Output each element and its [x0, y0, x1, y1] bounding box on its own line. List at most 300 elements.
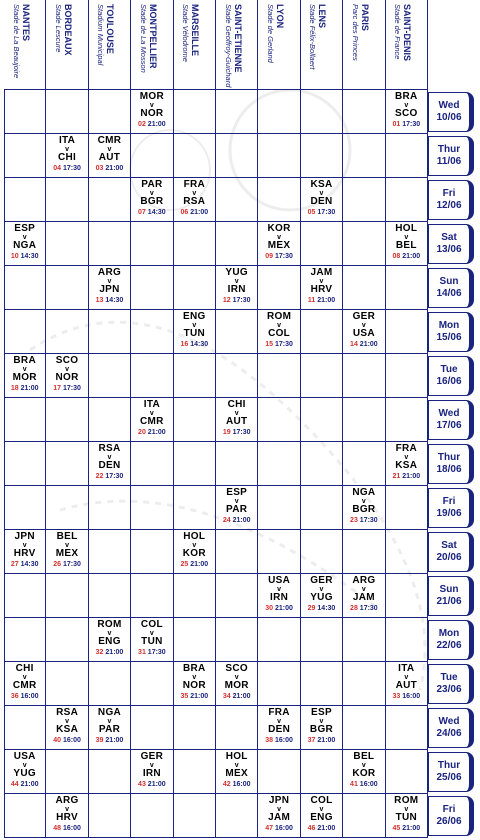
grid-cell [89, 310, 131, 354]
grid-cell [174, 618, 216, 662]
away-team: TUN [395, 812, 418, 823]
grid-cell [46, 442, 88, 486]
away-team: BEL [395, 240, 417, 251]
grid-cell [4, 706, 46, 750]
match-entry[interactable] [386, 92, 427, 129]
grid-cell [4, 134, 46, 178]
match-entry[interactable] [89, 136, 130, 173]
versus-label: v [107, 146, 112, 153]
match-meta [216, 780, 257, 789]
grid-cell [386, 310, 428, 354]
home-team: BRA [13, 355, 36, 366]
grid-cell [216, 750, 258, 794]
match-entry[interactable] [174, 180, 215, 217]
grid-cell [131, 442, 173, 486]
day-label [428, 224, 474, 264]
away-team: MOR [12, 372, 37, 383]
versus-label: v [404, 102, 409, 109]
grid-cell [301, 398, 343, 442]
venue-city: TOULOUSE [105, 4, 116, 54]
grid-cell [216, 354, 258, 398]
grid-cell [343, 398, 385, 442]
match-entry[interactable] [4, 752, 45, 789]
versus-label: v [22, 542, 27, 549]
grid-cell [343, 662, 385, 706]
grid-cell [4, 618, 46, 662]
home-team: USA [268, 575, 291, 586]
grid-cell [131, 178, 173, 222]
day-name: Tue [440, 364, 458, 375]
grid-cell [258, 442, 300, 486]
match-entry[interactable] [301, 708, 342, 745]
home-team: USA [13, 751, 36, 762]
kickoff-time: 16:00 [359, 781, 378, 788]
day-label [428, 664, 474, 704]
versus-label: v [361, 762, 366, 769]
match-number: 18 [10, 385, 19, 392]
grid-cell [258, 354, 300, 398]
day-name: Fri [442, 188, 456, 199]
venue-label [54, 4, 73, 56]
away-team: AUT [225, 416, 248, 427]
day-name: Fri [442, 804, 456, 815]
away-team: HRV [310, 284, 333, 295]
kickoff-time: 14:30 [190, 341, 209, 348]
grid-cell [46, 618, 88, 662]
versus-label: v [319, 278, 324, 285]
grid-cell [386, 662, 428, 706]
grid-cell [46, 178, 88, 222]
grid-cell [386, 574, 428, 618]
home-team: BEL [56, 531, 78, 542]
match-entry[interactable] [174, 312, 215, 349]
day-name: Thur [437, 144, 461, 155]
venue-header [386, 0, 428, 90]
venue-city: LENS [317, 4, 328, 29]
match-entry[interactable] [174, 664, 215, 701]
day-name: Sun [439, 276, 459, 287]
match-number: 28 [350, 605, 358, 612]
grid-cell [131, 90, 173, 134]
kickoff-time: 16:00 [63, 825, 81, 832]
versus-label: v [277, 234, 282, 241]
match-entry[interactable] [343, 576, 384, 613]
grid-cell [386, 266, 428, 310]
day-name: Thur [437, 452, 461, 463]
venue-header [343, 0, 385, 90]
match-entry[interactable] [89, 268, 130, 305]
grid-cell [386, 706, 428, 750]
match-meta [131, 648, 172, 657]
match-number: 03 [95, 165, 104, 172]
versus-label: v [319, 718, 324, 725]
match-meta [4, 692, 45, 701]
day-name: Mon [438, 628, 460, 639]
grid-cell [46, 354, 88, 398]
match-entry[interactable] [89, 444, 130, 481]
home-team: ARG [55, 795, 79, 806]
match-number: 26 [53, 561, 62, 568]
grid-cell [174, 178, 216, 222]
match-meta [4, 384, 45, 393]
venue-label [96, 4, 115, 65]
match-number: 31 [138, 649, 146, 656]
grid-cell [4, 90, 46, 134]
home-team: ITA [58, 135, 76, 146]
match-meta [386, 472, 427, 481]
match-entry[interactable] [46, 532, 87, 569]
grid-cell [386, 486, 428, 530]
match-meta [174, 340, 215, 349]
kickoff-time: 21:00 [105, 649, 124, 656]
day-name: Wed [438, 716, 460, 727]
grid-cell [301, 618, 343, 662]
match-meta [46, 824, 87, 833]
match-number: 43 [138, 781, 146, 788]
grid-cell [174, 442, 216, 486]
home-team: ITA [398, 663, 415, 674]
match-entry[interactable] [216, 752, 257, 789]
match-entry[interactable] [386, 796, 427, 833]
away-team: COL [268, 328, 291, 339]
match-entry[interactable] [386, 664, 427, 701]
match-number: 07 [138, 209, 146, 216]
match-number: 11 [307, 297, 316, 304]
away-team: MEX [55, 548, 79, 559]
home-team: NGA [97, 707, 122, 718]
versus-label: v [404, 674, 409, 681]
away-team: CHI [58, 152, 77, 163]
versus-label: v [404, 806, 409, 813]
day-name: Fri [442, 496, 456, 507]
home-team: NGA [352, 487, 376, 498]
day-date: 20/06 [436, 552, 462, 563]
match-entry[interactable] [343, 488, 384, 525]
match-entry[interactable] [258, 576, 299, 613]
venue-stadium: Stade de Gerland [266, 4, 276, 63]
kickoff-time: 21:00 [317, 825, 336, 832]
match-number: 45 [392, 825, 401, 832]
match-meta [46, 164, 87, 173]
grid-cell [258, 794, 300, 838]
match-entry[interactable] [89, 620, 130, 657]
kickoff-time: 21:00 [317, 737, 336, 744]
day-label [428, 400, 474, 440]
grid-cell [174, 530, 216, 574]
away-team: KSA [395, 460, 418, 471]
match-entry[interactable] [216, 664, 257, 701]
away-team: NOR [55, 372, 79, 383]
away-team: DEN [268, 724, 291, 735]
versus-label: v [234, 278, 239, 285]
day-name: Wed [438, 408, 460, 419]
match-entry[interactable] [216, 268, 257, 305]
match-meta [89, 164, 130, 173]
home-team: ESP [311, 707, 332, 718]
day-label [428, 532, 474, 572]
home-team: ESP [14, 223, 36, 234]
home-team: ROM [266, 311, 292, 322]
match-entry[interactable] [301, 796, 342, 833]
day-date: 26/06 [436, 816, 462, 827]
grid-cell [258, 310, 300, 354]
day-name: Sun [439, 584, 459, 595]
match-meta [4, 780, 45, 789]
match-meta [301, 824, 342, 833]
home-team: BEL [353, 751, 375, 762]
grid-cell [174, 794, 216, 838]
venue-city: MONTPELLIER [147, 4, 158, 69]
day-date: 16/06 [436, 376, 462, 387]
versus-label: v [361, 498, 366, 505]
day-label [428, 708, 474, 748]
home-team: KSA [310, 179, 333, 190]
kickoff-time: 21:00 [20, 385, 39, 392]
home-team: HOL [183, 531, 206, 542]
match-number: 41 [350, 781, 358, 788]
match-entry[interactable] [46, 796, 87, 833]
grid-cell [89, 794, 131, 838]
match-entry[interactable] [343, 752, 384, 789]
kickoff-time: 21:00 [317, 297, 336, 304]
versus-label: v [361, 322, 366, 329]
match-meta [386, 120, 427, 129]
match-number: 42 [222, 781, 231, 788]
day-date: 10/06 [436, 112, 462, 123]
match-number: 21 [392, 473, 401, 480]
grid-cell [4, 574, 46, 618]
venue-header [216, 0, 258, 90]
day-name: Wed [438, 100, 460, 111]
match-entry[interactable] [131, 180, 172, 217]
match-number: 33 [392, 693, 401, 700]
grid-cell [174, 574, 216, 618]
match-entry[interactable] [343, 312, 384, 349]
kickoff-time: 21:00 [275, 605, 293, 612]
match-meta [386, 252, 427, 261]
versus-label: v [234, 498, 239, 505]
kickoff-time: 16:00 [63, 737, 81, 744]
home-team: HOL [225, 751, 248, 762]
kickoff-time: 21:00 [190, 209, 209, 216]
grid-cell [343, 794, 385, 838]
grid-cell [386, 178, 428, 222]
day-name: Sat [441, 540, 457, 551]
home-team: JPN [14, 531, 35, 542]
venue-label [308, 4, 327, 69]
grid-cell [216, 310, 258, 354]
home-team: SCO [225, 663, 248, 674]
match-entry[interactable] [301, 180, 342, 217]
match-meta [89, 296, 130, 305]
grid-cell [301, 486, 343, 530]
match-meta [46, 736, 87, 745]
match-entry[interactable] [386, 444, 427, 481]
venue-stadium: Parc des Princes [350, 4, 360, 61]
away-team: KSA [56, 724, 79, 735]
home-team: PAR [141, 179, 163, 190]
match-entry[interactable] [46, 708, 87, 745]
away-team: JAM [352, 592, 375, 603]
away-team: HRV [56, 812, 78, 823]
grid-cell [131, 486, 173, 530]
home-team: MOR [139, 91, 164, 102]
versus-label: v [22, 234, 27, 241]
grid-cell [174, 222, 216, 266]
grid-cell [174, 706, 216, 750]
match-entry[interactable] [216, 400, 257, 437]
match-entry[interactable] [301, 576, 342, 613]
grid-cell [131, 134, 173, 178]
versus-label: v [65, 146, 70, 153]
grid-cell [131, 266, 173, 310]
grid-cell [301, 310, 343, 354]
match-entry[interactable] [4, 664, 45, 701]
venue-city: MARSEILLE [190, 4, 201, 57]
grid-cell [301, 178, 343, 222]
grid-cell [174, 266, 216, 310]
match-meta [258, 824, 299, 833]
match-entry[interactable] [46, 356, 87, 393]
match-meta [46, 384, 87, 393]
versus-label: v [107, 718, 112, 725]
home-team: KOR [267, 223, 291, 234]
versus-label: v [107, 630, 112, 637]
match-entry[interactable] [131, 400, 172, 437]
match-number: 40 [53, 737, 62, 744]
match-number: 20 [138, 429, 146, 436]
grid-cell [89, 662, 131, 706]
match-entry[interactable] [46, 136, 87, 173]
grid-cell [343, 178, 385, 222]
grid-cell [4, 530, 46, 574]
venue-city: PARIS [359, 4, 370, 31]
kickoff-time: 14:30 [105, 297, 124, 304]
grid-cell [301, 574, 343, 618]
grid-cell [301, 750, 343, 794]
match-meta [301, 208, 342, 217]
match-entry[interactable] [131, 92, 172, 129]
grid-cell [386, 90, 428, 134]
home-team: ENG [183, 311, 206, 322]
versus-label: v [192, 542, 197, 549]
grid-cell [174, 310, 216, 354]
grid-cell [131, 222, 173, 266]
versus-label: v [234, 410, 239, 417]
match-entry[interactable] [4, 356, 45, 393]
match-entry[interactable] [89, 708, 130, 745]
kickoff-time: 21:00 [402, 825, 421, 832]
match-entry[interactable] [258, 796, 299, 833]
match-meta [89, 736, 130, 745]
match-meta [131, 780, 172, 789]
venue-label [181, 4, 200, 62]
match-entry[interactable] [258, 224, 299, 261]
venue-label [266, 4, 285, 63]
grid-cell [89, 486, 131, 530]
match-meta [386, 692, 427, 701]
day-date: 14/06 [436, 288, 462, 299]
versus-label: v [361, 586, 366, 593]
venue-city: SAINT-ETIENNE [232, 4, 243, 73]
versus-label: v [277, 586, 282, 593]
match-entry[interactable] [174, 532, 215, 569]
match-entry[interactable] [386, 224, 427, 261]
match-entry[interactable] [216, 488, 257, 525]
grid-cell [258, 706, 300, 750]
match-entry[interactable] [4, 224, 45, 261]
grid-cell [301, 222, 343, 266]
venue-label [139, 4, 158, 73]
grid-cell [174, 398, 216, 442]
kickoff-time: 17:30 [317, 209, 336, 216]
kickoff-time: 21:00 [105, 165, 124, 172]
match-number: 24 [222, 517, 231, 524]
kickoff-time: 14:30 [147, 209, 166, 216]
venue-stadium: Stade de France [393, 4, 403, 60]
grid-cell [89, 574, 131, 618]
venue-stadium: Stade Félix-Bollaert [308, 4, 318, 70]
away-team: ENG [98, 636, 121, 647]
match-entry[interactable] [131, 752, 172, 789]
match-number: 46 [307, 825, 316, 832]
day-label [428, 444, 474, 484]
match-number: 05 [307, 209, 316, 216]
versus-label: v [149, 190, 154, 197]
match-entry[interactable] [4, 532, 45, 569]
away-team: RSA [183, 196, 206, 207]
kickoff-time: 17:30 [359, 605, 378, 612]
grid-cell [386, 398, 428, 442]
match-entry[interactable] [301, 268, 342, 305]
kickoff-time: 14:30 [20, 253, 39, 260]
home-team: ARG [352, 575, 376, 586]
home-team: GER [310, 575, 333, 586]
grid-cell [46, 574, 88, 618]
match-entry[interactable] [131, 620, 172, 657]
away-team: BGR [309, 724, 334, 735]
grid-cell [89, 222, 131, 266]
match-entry[interactable] [258, 312, 299, 349]
home-team: CHI [227, 399, 246, 410]
home-team: ARG [97, 267, 122, 278]
grid-cell [131, 706, 173, 750]
venue-header [89, 0, 131, 90]
home-team: CMR [97, 135, 122, 146]
versus-label: v [192, 190, 197, 197]
kickoff-time: 21:00 [190, 561, 209, 568]
match-number: 44 [10, 781, 19, 788]
match-number: 02 [138, 121, 146, 128]
grid-cell [343, 134, 385, 178]
home-team: FRA [183, 179, 206, 190]
away-team: MEX [225, 768, 248, 779]
match-number: 23 [350, 517, 358, 524]
home-team: CHI [15, 663, 34, 674]
versus-label: v [107, 278, 112, 285]
match-number: 16 [180, 341, 189, 348]
grid-cell [46, 706, 88, 750]
venue-city: LYON [275, 4, 286, 29]
match-meta [4, 560, 45, 569]
kickoff-time: 21:00 [147, 781, 166, 788]
grid-cell [46, 662, 88, 706]
grid-cell [386, 354, 428, 398]
match-meta [301, 736, 342, 745]
kickoff-time: 21:00 [402, 473, 421, 480]
match-number: 30 [265, 605, 274, 612]
match-entry[interactable] [258, 708, 299, 745]
